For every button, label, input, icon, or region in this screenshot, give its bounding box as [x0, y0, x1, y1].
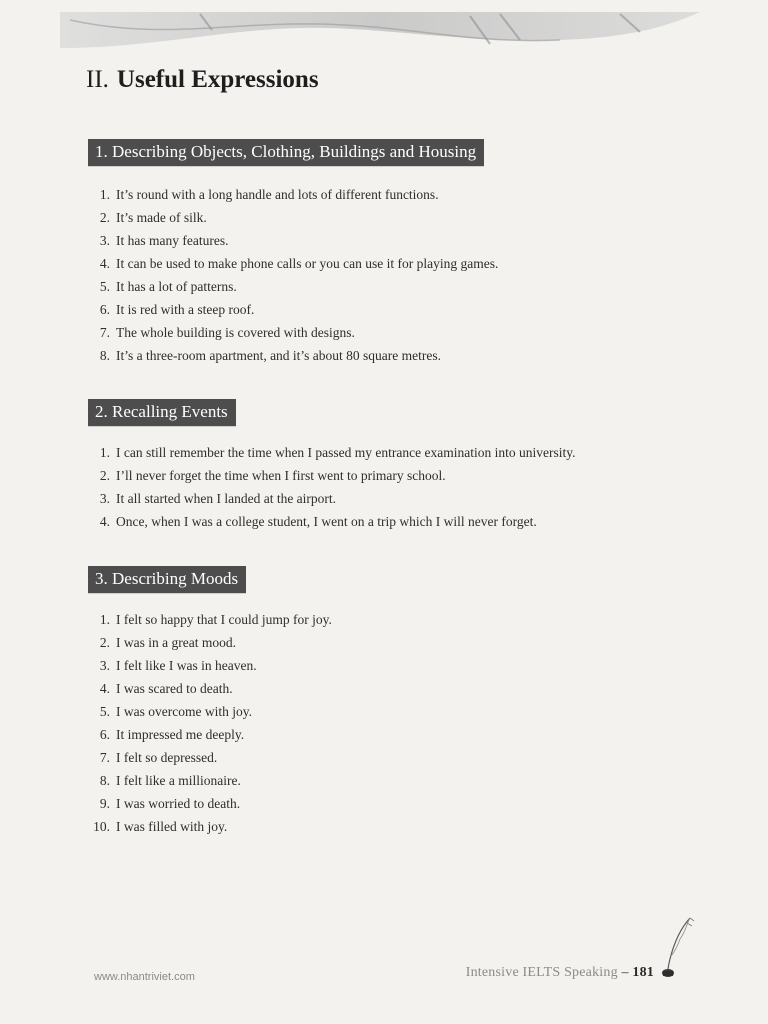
list-item: [88, 229, 498, 252]
list-item: [88, 815, 332, 838]
item-text: The whole building is covered with designs.: [116, 325, 355, 340]
page-number: 181: [632, 965, 654, 980]
quill-pen-icon: [656, 915, 696, 980]
item-number: 8.: [99, 773, 110, 788]
item-text: I was overcome with joy.: [116, 704, 252, 719]
expression-list: [88, 183, 498, 367]
item-text: Once, when I was a college student, I went on a trip which I will never forget.: [116, 514, 537, 529]
item-number: 6.: [99, 302, 110, 317]
item-text: It can be used to make phone calls or you can use it for playing games.: [116, 256, 499, 271]
item-text: I felt like I was in heaven.: [116, 658, 257, 673]
list-item: [88, 252, 498, 275]
section-describing-objects: [88, 139, 498, 367]
footer-page-label: [466, 965, 654, 981]
section-heading: 1. Describing Objects, Clothing, Buildings and Housing: [88, 139, 484, 167]
item-text: It has many features.: [116, 233, 229, 248]
list-item: [88, 510, 575, 533]
item-text: It’s round with a long handle and lots of different functions.: [116, 187, 439, 202]
item-text: I was scared to death.: [116, 681, 233, 696]
item-number: 9.: [99, 796, 110, 811]
list-item: [88, 654, 332, 677]
list-item: [88, 723, 332, 746]
item-text: I felt like a millionaire.: [116, 773, 241, 788]
item-number: 3.: [99, 491, 110, 506]
item-number: 6.: [99, 727, 110, 742]
section-describing-moods: [88, 566, 332, 838]
item-text: It impressed me deeply.: [116, 727, 245, 742]
item-number: 2.: [99, 210, 110, 225]
item-number: 4.: [99, 256, 110, 271]
title-number: II.: [86, 66, 109, 93]
title-text: Useful Expressions: [116, 66, 319, 93]
section-recalling-events: [88, 399, 575, 533]
list-item: [88, 487, 575, 510]
list-item: [88, 321, 498, 344]
list-item: [88, 631, 332, 654]
item-number: 1.: [99, 187, 110, 202]
item-text: It all started when I landed at the airport.: [116, 491, 337, 506]
list-item: [88, 275, 498, 298]
item-text: I felt so happy that I could jump for joy.: [116, 612, 332, 627]
item-number: 2.: [99, 635, 110, 650]
header-banner: [0, 0, 768, 70]
section-heading: 3. Describing Moods: [88, 566, 246, 594]
list-item: [88, 464, 575, 487]
footer-book-title: Intensive IELTS Speaking: [465, 965, 618, 980]
footer-dash: –: [621, 965, 629, 980]
item-number: 5.: [99, 704, 110, 719]
list-item: [88, 700, 332, 723]
list-item: [88, 441, 575, 464]
list-item: [88, 206, 498, 229]
section-heading: 2. Recalling Events: [88, 399, 236, 427]
item-text: I’ll never forget the time when I first went to primary school.: [116, 468, 446, 483]
item-number: 1.: [99, 445, 110, 460]
item-number: 4.: [99, 514, 110, 529]
item-number: 4.: [99, 681, 110, 696]
list-item: [88, 298, 498, 321]
item-text: I can still remember the time when I passed my entrance examination into university.: [116, 445, 576, 460]
expression-list: [88, 441, 575, 533]
list-item: [88, 183, 498, 206]
item-number: 7.: [99, 325, 110, 340]
item-number: 7.: [99, 750, 110, 765]
list-item: [88, 608, 332, 631]
item-number: 2.: [99, 468, 110, 483]
list-item: [88, 792, 332, 815]
item-number: 10.: [93, 819, 110, 834]
expression-list: [88, 608, 332, 838]
item-text: I was in a great mood.: [116, 635, 236, 650]
item-text: I felt so depressed.: [116, 750, 218, 765]
footer-website: www.nhantriviet.com: [94, 971, 195, 983]
list-item: [88, 344, 498, 367]
item-number: 8.: [99, 348, 110, 363]
list-item: [88, 677, 332, 700]
item-number: 5.: [99, 279, 110, 294]
item-text: It’s a three-room apartment, and it’s about 80 square metres.: [116, 348, 442, 363]
item-text: It has a lot of patterns.: [116, 279, 237, 294]
item-number: 3.: [99, 658, 110, 673]
item-text: It is red with a steep roof.: [116, 302, 255, 317]
item-number: 1.: [99, 612, 110, 627]
item-number: 3.: [99, 233, 110, 248]
item-text: I was worried to death.: [116, 796, 241, 811]
list-item: [88, 746, 332, 769]
page-title: [86, 66, 319, 94]
list-item: [88, 769, 332, 792]
item-text: It’s made of silk.: [116, 210, 207, 225]
item-text: I was filled with joy.: [116, 819, 228, 834]
